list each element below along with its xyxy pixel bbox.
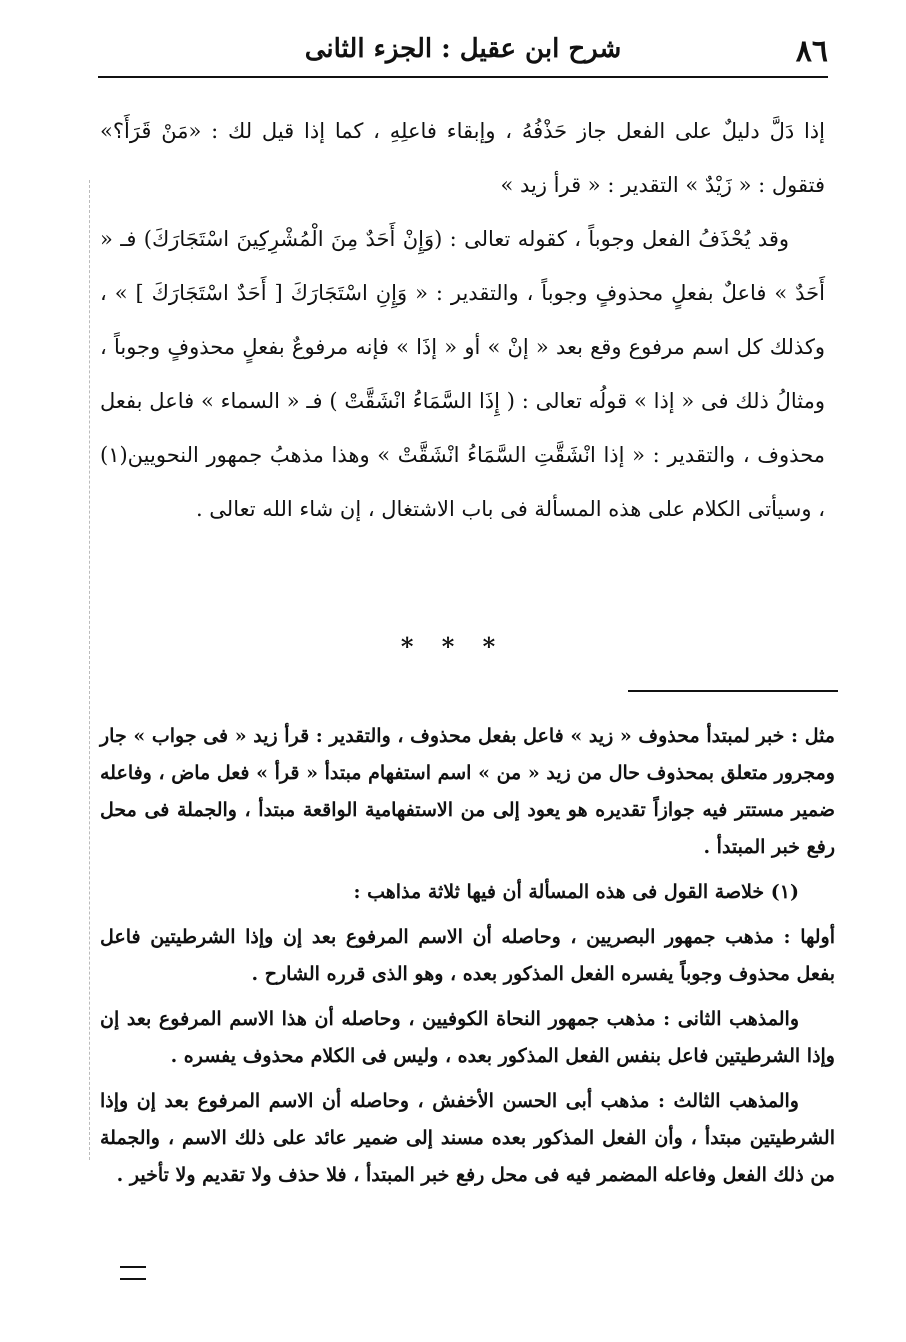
header-rule (98, 76, 828, 78)
continuation-mark (120, 1266, 146, 1280)
page-header (98, 28, 828, 76)
footnotes (100, 718, 835, 1202)
footnote-paragraph: والمذهب الثانى : مذهب جمهور النحاة الكوفيين ، وحاصله أن هذا الاسم المرفوع بعد إن وإذا الشرطيتين فاعل بنفس الفعل المذكور بعده ، وليس فى الكلام محذوف يفسره . (100, 1008, 835, 1067)
page-number: ٨٦ (795, 34, 828, 69)
footnote-paragraph: (١) خلاصة القول فى هذه المسألة أن فيها ثلاثة مذاهب : (353, 881, 799, 903)
main-text (100, 104, 825, 536)
footnote-rule (628, 690, 838, 692)
footnote-paragraph: والمذهب الثالث : مذهب أبى الحسن الأخفش ، وحاصله أن الاسم المرفوع بعد إن وإذا الشرطيتين مبتدأ ، وأن الفعل المذكور بعده مسند إلى ضمير عائد على ذلك الاسم ، والجملة من ذلك الفعل وفاعله المضمر فيه فى محل رفع خبر المبتدأ ، فلا حذف ولا تقديم ولا تأخير . (100, 1090, 835, 1186)
footnote-paragraph: أولها : مذهب جمهور البصريين ، وحاصله أن الاسم المرفوع بعد إن وإذا الشرطيتين فاعل بفعل محذوف وجوباً يفسره الفعل المذكور بعده ، وهو الذى قرره الشارح . (100, 926, 835, 985)
main-paragraph: وقد يُحْذَفُ الفعل وجوباً ، كقوله تعالى : (وَإِنْ أَحَدٌ مِنَ الْمُشْرِكِينَ اسْتَجَارَكَ) فـ « أَحَدٌ » فاعلٌ بفعلٍ محذوفٍ وجوباً ، والتقدير : « وَإِنِ اسْتَجَارَكَ [ أَحَدٌ اسْتَجَارَكَ ] » ، وكذلك كل اسم مرفوع وقع بعد « إنْ » أو « إذَا » فإنه مرفوعٌ بفعلٍ محذوفٍ وجوباً ، ومثالُ ذلك فى « إذا » قولُه تعالى : ( إِذَا السَّمَاءُ انْشَقَّتْ ) فـ « السماء » فاعل بفعل محذوف ، والتقدير : « إذا انْشَقَّتِ السَّمَاءُ انْشَقَّتْ » وهذا مذهبُ جمهور النحويين(١) ، وسيأتى الكلام على هذه المسألة فى باب الاشتغال ، إن شاء الله تعالى . (100, 227, 825, 521)
running-title: شرح ابن عقيل : الجزء الثانى (304, 34, 622, 64)
margin-guide-line (89, 180, 90, 1160)
footnote-paragraph: مثل : خبر لمبتدأ محذوف « زيد » فاعل بفعل محذوف ، والتقدير : قرأ زيد « فى جواب » جار ومجرور متعلق بمحذوف حال من زيد « من » اسم استفهام مبتدأ « قرأ » فعل ماض ، وفاعله ضمير مستتر فيه جوازاً تقديره هو يعود إلى من الاستفهامية الواقعة مبتدأ ، والجملة فى محل رفع خبر المبتدأ . (100, 725, 835, 858)
main-paragraph: إذا دَلَّ دليلٌ على الفعل جاز حَذْفُهُ ، وإبقاء فاعلِهِ ، كما إذا قيل لك : «مَنْ قَرَأَ؟» فتقول : « زَيْدٌ » التقدير : « قرأ زيد » (100, 119, 825, 197)
section-separator: * * * (400, 632, 506, 661)
